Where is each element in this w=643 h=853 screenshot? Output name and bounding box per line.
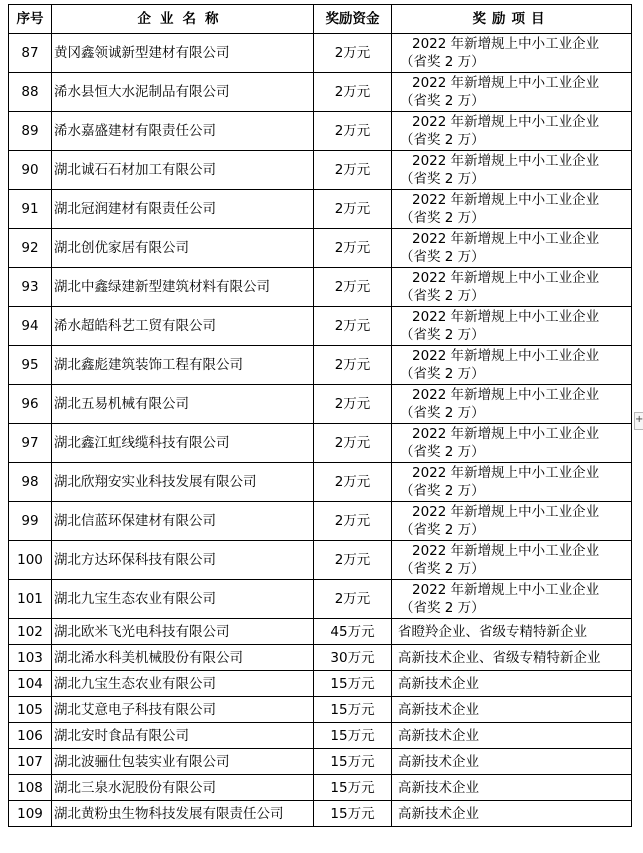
company-name: 湖北鑫江虹线缆科技有限公司 [52, 424, 314, 463]
table-row [9, 151, 632, 190]
award-project-line1: 2022 年新增规上中小工业企业 [412, 582, 600, 598]
award-project-line1: 2022 年新增规上中小工业企业 [412, 231, 600, 247]
award-amount: 15万元 [314, 775, 392, 801]
table-row [9, 749, 632, 775]
award-amount: 15万元 [314, 749, 392, 775]
table-row [9, 645, 632, 671]
company-name: 湖北浠水科美机械股份有限公司 [52, 645, 314, 671]
table-row [9, 463, 632, 502]
row-number: 87 [9, 34, 52, 73]
award-project-line2: （省奖 2 万） [400, 171, 485, 187]
award-amount: 2万元 [314, 424, 392, 463]
table-row [9, 307, 632, 346]
award-project-line1: 2022 年新增规上中小工业企业 [412, 153, 600, 169]
award-project-line2: （省奖 2 万） [400, 444, 485, 460]
table-row [9, 112, 632, 151]
company-name: 湖北艾意电子科技有限公司 [52, 697, 314, 723]
table-row [9, 502, 632, 541]
table-row [9, 619, 632, 645]
award-project: 高新技术企业、省级专精特新企业 [392, 645, 632, 671]
award-project [392, 424, 632, 463]
company-name: 湖北波骊仕包装实业有限公司 [52, 749, 314, 775]
award-project-line2: （省奖 2 万） [400, 366, 485, 382]
award-project: 高新技术企业 [392, 801, 632, 827]
row-number: 95 [9, 346, 52, 385]
company-name: 湖北三泉水泥股份有限公司 [52, 775, 314, 801]
company-name: 湖北鑫彪建筑装饰工程有限公司 [52, 346, 314, 385]
table-row [9, 801, 632, 827]
row-number: 99 [9, 502, 52, 541]
company-name: 湖北安时食品有限公司 [52, 723, 314, 749]
award-project [392, 385, 632, 424]
award-project-line1: 2022 年新增规上中小工业企业 [412, 309, 600, 325]
award-project [392, 112, 632, 151]
award-project: 高新技术企业 [392, 697, 632, 723]
table-row [9, 541, 632, 580]
award-project-line1: 2022 年新增规上中小工业企业 [412, 426, 600, 442]
row-number: 98 [9, 463, 52, 502]
table-body [9, 34, 632, 827]
award-project-line1: 2022 年新增规上中小工业企业 [412, 270, 600, 286]
award-project [392, 580, 632, 619]
row-number: 103 [9, 645, 52, 671]
company-name: 浠水县恒大水泥制品有限公司 [52, 73, 314, 112]
award-amount: 2万元 [314, 268, 392, 307]
award-project-line1: 2022 年新增规上中小工业企业 [412, 36, 600, 52]
award-project-line2: （省奖 2 万） [400, 483, 485, 499]
table-row [9, 580, 632, 619]
award-project [392, 73, 632, 112]
award-project [392, 346, 632, 385]
award-project-line2: （省奖 2 万） [400, 210, 485, 226]
table-row [9, 424, 632, 463]
company-name: 湖北信蓝环保建材有限公司 [52, 502, 314, 541]
company-name: 湖北黄粉虫生物科技发展有限责任公司 [52, 801, 314, 827]
award-project-line1: 2022 年新增规上中小工业企业 [412, 387, 600, 403]
table-row [9, 73, 632, 112]
company-name: 黄冈鑫领诚新型建材有限公司 [52, 34, 314, 73]
award-amount: 2万元 [314, 502, 392, 541]
award-project-line1: 2022 年新增规上中小工业企业 [412, 465, 600, 481]
company-name: 浠水超皓科艺工贸有限公司 [52, 307, 314, 346]
row-number: 88 [9, 73, 52, 112]
row-number: 93 [9, 268, 52, 307]
row-number: 94 [9, 307, 52, 346]
table-row [9, 268, 632, 307]
award-project-line2: （省奖 2 万） [400, 327, 485, 343]
award-project-line1: 2022 年新增规上中小工业企业 [412, 75, 600, 91]
company-name: 湖北欣翔安实业科技发展有限公司 [52, 463, 314, 502]
award-project [392, 502, 632, 541]
company-name: 湖北九宝生态农业有限公司 [52, 671, 314, 697]
award-amount: 2万元 [314, 151, 392, 190]
award-project-line2: （省奖 2 万） [400, 132, 485, 148]
company-name: 湖北创优家居有限公司 [52, 229, 314, 268]
award-amount: 2万元 [314, 112, 392, 151]
row-number: 109 [9, 801, 52, 827]
award-amount: 2万元 [314, 34, 392, 73]
award-project-line1: 2022 年新增规上中小工业企业 [412, 543, 600, 559]
company-name: 湖北九宝生态农业有限公司 [52, 580, 314, 619]
award-amount: 2万元 [314, 541, 392, 580]
award-amount: 2万元 [314, 190, 392, 229]
award-amount: 15万元 [314, 697, 392, 723]
award-project-line2: （省奖 2 万） [400, 561, 485, 577]
award-amount: 45万元 [314, 619, 392, 645]
award-amount: 30万元 [314, 645, 392, 671]
table-row [9, 697, 632, 723]
header-amount: 奖励资金 [314, 5, 392, 34]
award-amount: 15万元 [314, 671, 392, 697]
header-company: 企业名称 [52, 5, 314, 34]
award-project [392, 151, 632, 190]
row-number: 96 [9, 385, 52, 424]
row-number: 101 [9, 580, 52, 619]
award-amount: 2万元 [314, 73, 392, 112]
company-name: 湖北冠润建材有限责任公司 [52, 190, 314, 229]
table-row [9, 723, 632, 749]
table-row [9, 775, 632, 801]
award-project: 省瞪羚企业、省级专精特新企业 [392, 619, 632, 645]
award-amount: 2万元 [314, 463, 392, 502]
award-project [392, 268, 632, 307]
row-number: 91 [9, 190, 52, 229]
award-amount: 2万元 [314, 346, 392, 385]
award-amount: 15万元 [314, 723, 392, 749]
row-number: 100 [9, 541, 52, 580]
side-expand-marker[interactable]: + [634, 412, 643, 430]
award-project-line2: （省奖 2 万） [400, 249, 485, 265]
header-no: 序号 [9, 5, 52, 34]
company-name: 浠水嘉盛建材有限责任公司 [52, 112, 314, 151]
award-project-line2: （省奖 2 万） [400, 405, 485, 421]
award-project [392, 190, 632, 229]
row-number: 102 [9, 619, 52, 645]
table-row [9, 671, 632, 697]
table-row [9, 346, 632, 385]
company-name: 湖北欧米飞光电科技有限公司 [52, 619, 314, 645]
row-number: 105 [9, 697, 52, 723]
award-project-line2: （省奖 2 万） [400, 54, 485, 70]
award-project: 高新技术企业 [392, 749, 632, 775]
row-number: 104 [9, 671, 52, 697]
award-project: 高新技术企业 [392, 723, 632, 749]
company-name: 湖北诚石石材加工有限公司 [52, 151, 314, 190]
table-header-row [9, 5, 632, 34]
row-number: 92 [9, 229, 52, 268]
award-project-line2: （省奖 2 万） [400, 522, 485, 538]
award-amount: 15万元 [314, 801, 392, 827]
company-name: 湖北五易机械有限公司 [52, 385, 314, 424]
company-name: 湖北方达环保科技有限公司 [52, 541, 314, 580]
award-project-line2: （省奖 2 万） [400, 288, 485, 304]
award-project [392, 34, 632, 73]
table-row [9, 385, 632, 424]
award-amount: 2万元 [314, 307, 392, 346]
row-number: 90 [9, 151, 52, 190]
row-number: 106 [9, 723, 52, 749]
award-project-line2: （省奖 2 万） [400, 600, 485, 616]
award-project-line1: 2022 年新增规上中小工业企业 [412, 114, 600, 130]
award-amount: 2万元 [314, 229, 392, 268]
row-number: 89 [9, 112, 52, 151]
company-name: 湖北中鑫绿建新型建筑材料有限公司 [52, 268, 314, 307]
row-number: 97 [9, 424, 52, 463]
award-project [392, 229, 632, 268]
award-amount: 2万元 [314, 385, 392, 424]
award-project-line1: 2022 年新增规上中小工业企业 [412, 348, 600, 364]
table-row [9, 229, 632, 268]
award-table [8, 4, 632, 827]
row-number: 107 [9, 749, 52, 775]
award-project: 高新技术企业 [392, 775, 632, 801]
row-number: 108 [9, 775, 52, 801]
header-project: 奖励项目 [392, 5, 632, 34]
award-project [392, 541, 632, 580]
award-project [392, 307, 632, 346]
table-row [9, 190, 632, 229]
award-amount: 2万元 [314, 580, 392, 619]
award-project-line1: 2022 年新增规上中小工业企业 [412, 192, 600, 208]
award-project-line1: 2022 年新增规上中小工业企业 [412, 504, 600, 520]
award-project [392, 463, 632, 502]
table-row [9, 34, 632, 73]
award-project-line2: （省奖 2 万） [400, 93, 485, 109]
award-project: 高新技术企业 [392, 671, 632, 697]
